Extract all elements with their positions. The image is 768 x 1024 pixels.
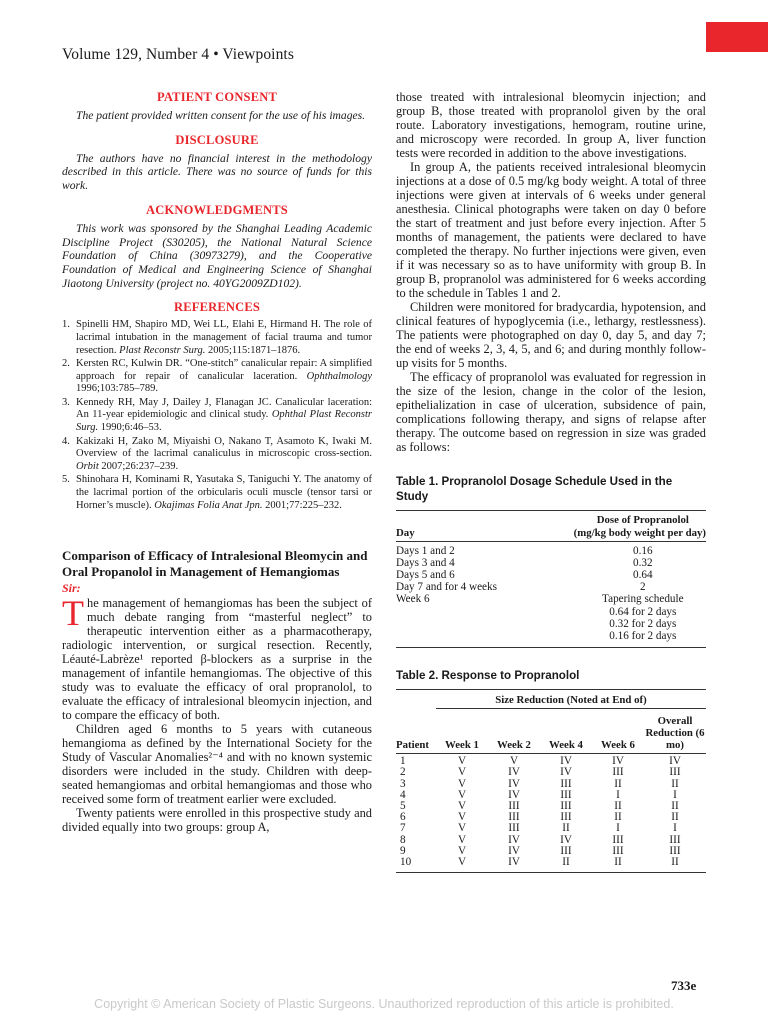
- table-cell: IV: [612, 755, 624, 768]
- table-cell: V: [457, 788, 467, 801]
- table-cell: I: [673, 822, 677, 835]
- table1-title: Table 1. Propranolol Dosage Schedule Used in the Study: [396, 475, 673, 503]
- table-cell: II: [562, 855, 570, 868]
- table-cell: II: [614, 855, 622, 868]
- disclosure-text: The authors have no financial interest in the methodology described in this article. There was no source of funds for this work.: [62, 151, 372, 193]
- table-cell: 1: [400, 755, 406, 768]
- table-row: Week 6 Tapering schedule: [396, 593, 684, 606]
- table-cell: III: [560, 799, 572, 812]
- table-cell: IV: [508, 855, 520, 868]
- table-cell: IV: [560, 833, 572, 846]
- page-number: 733e: [671, 978, 697, 993]
- table2-title: Table 2. Response to Propranolol: [396, 668, 580, 682]
- reference-item: 5. Shinohara H, Kominami R, Yasutaka S, Taniguchi Y. The anatomy of the lacrimal portion of the orbicularis oculi muscle (tensor tarsi or Horner’s muscle). Okajimas Folia Anat Jpn. 2001;77:225–232.: [62, 474, 372, 511]
- table-row: [396, 756, 706, 767]
- salutation: Sir:: [62, 581, 81, 596]
- table-cell: III: [612, 844, 624, 857]
- table-cell: V: [457, 844, 467, 857]
- drop-cap: T: [62, 593, 84, 634]
- body-paragraph: Children aged 6 months to 5 years with cutaneous hemangioma as defined by the International Society for the Study of Vascular Anomalies²⁻⁴ and with no known systemic disorders were included in the study. Children with deep-seated hemangiomas and orbital hemangiomas and those who received some form of treatment earlier were excluded.: [62, 722, 372, 807]
- table-row: [396, 835, 706, 846]
- table-cell: IV: [508, 844, 520, 857]
- table-cell: III: [560, 811, 572, 824]
- table-row: [396, 779, 706, 790]
- letter-title: Comparison of Efficacy of Intralesional Bleomycin and Oral Propanolol in Management of Hemangiomas: [62, 548, 368, 580]
- table-row: [396, 801, 706, 812]
- table-row: [396, 812, 706, 823]
- table-row: Days 5 and 6 0.64: [396, 568, 653, 581]
- table-cell: 4: [400, 788, 406, 801]
- table-cell: III: [508, 799, 520, 812]
- section-color-tab: [706, 22, 768, 52]
- table-cell: II: [614, 811, 622, 824]
- table-cell: III: [508, 822, 520, 835]
- table-cell: I: [673, 788, 677, 801]
- table-cell: III: [669, 833, 681, 846]
- table-cell: IV: [560, 755, 572, 768]
- dosage-table: [396, 510, 706, 648]
- table-cell: V: [457, 822, 467, 835]
- table-cell: V: [457, 799, 467, 812]
- table-header: Week 2: [497, 738, 531, 751]
- body-paragraph: Twenty patients were enrolled in this prospective study and divided equally into two groups: group A,: [62, 806, 372, 835]
- reference-item: 1. Spinelli HM, Shapiro MD, Wei LL, Elahi E, Hirmand H. The role of lacrimal intubation in the management of facial trauma and tumor resection. Plast Reconstr Surg. 2005;115:1871–1876.: [62, 319, 372, 356]
- table-header: Day: [396, 511, 520, 542]
- table-cell: II: [671, 799, 679, 812]
- left-column: [62, 90, 372, 834]
- copyright-watermark: Copyright © American Society of Plastic Surgeons. Unauthorized reproduction of this article is prohibited.: [94, 997, 674, 1011]
- table-group-header: Size Reduction (Noted at End of): [436, 689, 706, 708]
- acknowledgments-heading: ACKNOWLEDGMENTS: [146, 202, 288, 217]
- table-cell: II: [562, 822, 570, 835]
- table-header: Week 6: [601, 738, 635, 751]
- reference-item: 2. Kersten RC, Kulwin DR. “One-stitch” canalicular repair: A simplified approach for repair of canalicular laceration. Ophthalmology 1996;103:785–789.: [62, 358, 372, 395]
- table-cell: V: [457, 833, 467, 846]
- reference-item: 4. Kakizaki H, Zako M, Miyaishi O, Nakano T, Asamoto K, Iwaki M. Overview of the lacrimal canaliculus in microscopic cross-section. Orbit 2007;26:237–239.: [62, 435, 372, 472]
- table-row: 0.32 for 2 days: [609, 617, 677, 630]
- table-cell: V: [457, 855, 467, 868]
- running-head: Volume 129, Number 4 • Viewpoints: [62, 46, 294, 63]
- table-cell: IV: [669, 755, 681, 768]
- body-paragraph: In group A, the patients received intralesional bleomycin injections at a dose of 0.5 mg/kg body weight. A total of three injections were given at intervals of 6 weeks under general anesthesia. Clinical photographs were taken on day 0 before the start of treatment and just before every injection. After 5 months of management, the patients were declared to have completed the therapy. No further injections were given, even if it was necessary so as to have uniformity with group B. In group B, propranolol was administered for 6 weeks according to the schedule in Tables 1 and 2.: [396, 160, 706, 300]
- table-row: Days 3 and 4 0.32: [396, 556, 653, 569]
- table-cell: III: [560, 777, 572, 790]
- table-cell: 5: [400, 799, 406, 812]
- reference-list: [62, 319, 372, 512]
- table-cell: II: [671, 777, 679, 790]
- body-paragraph: The efficacy of propranolol was evaluated for regression in the size of the lesion, change in the color of the lesion, epithelialization in case of ulceration, subsidence of pain, complications following therapy, and signs of relapse after therapy. The outcome based on regression in size was graded as follows:: [396, 370, 706, 454]
- response-table-body: [396, 753, 706, 872]
- table-row: Days 1 and 2 0.16: [396, 544, 653, 557]
- right-column: [396, 90, 706, 873]
- table-row: [396, 823, 706, 834]
- table-row: 0.16 for 2 days: [609, 629, 677, 642]
- table-cell: III: [508, 811, 520, 824]
- acknowledgments-text: This work was sponsored by the Shanghai Leading Academic Discipline Project (S30205), the National Natural Science Foundation of China (30973279), and the Cooperative Foundation of Medical and Engineering Science of Shanghai Jiaotong University (project no. 40YG2009ZD102).: [62, 221, 372, 290]
- table-cell: II: [671, 811, 679, 824]
- table-header: Patient: [396, 738, 429, 751]
- table-cell: 7: [400, 822, 406, 835]
- table-cell: III: [669, 844, 681, 857]
- table-header: Week 4: [549, 738, 583, 751]
- patient-consent-text: The patient provided written consent for the use of his images.: [76, 109, 366, 122]
- table-header: Overall Reduction (6 mo): [645, 714, 705, 751]
- table-row: [396, 767, 706, 778]
- table-header: Dose of Propranolol (mg/kg body weight per day): [520, 511, 706, 542]
- table-cell: V: [457, 766, 467, 779]
- body-paragraph: The management of hemangiomas has been the subject of much debate ranging from “masterful neglect” to therapeutic intervention either as a pharmacotherapy, radiologic intervention, or surgical resection. Recently, Léauté-Labrèze¹ reported β-blockers as a surprise in the management of infantile hemangiomas. The objective of this study was to evaluate the efficacy of oral propranolol, to evaluate the efficacy of intralesional bleomycin injection, and to compare the efficacy of both.: [62, 593, 372, 723]
- body-paragraph: Children were monitored for bradycardia, hypotension, and clinical features of hypoglycemia (i.e., lethargy, restlessness). The patients were photographed on day 0, day 5, and day 7; the end of weeks 2, 3, 4, 5, and 6; and during monthly follow-up visits for 5 months.: [396, 300, 706, 370]
- table-cell: III: [560, 844, 572, 857]
- table-cell: III: [612, 833, 624, 846]
- table-cell: IV: [508, 766, 520, 779]
- table-cell: I: [616, 822, 620, 835]
- table-cell: 6: [400, 811, 406, 824]
- table-cell: II: [671, 855, 679, 868]
- table-cell: V: [509, 755, 519, 768]
- table-cell: 9: [400, 844, 406, 857]
- table-cell: IV: [508, 788, 520, 801]
- table-cell: I: [616, 788, 620, 801]
- table-row: Day 7 and for 4 weeks 2: [396, 581, 646, 594]
- table-cell: V: [457, 777, 467, 790]
- table-cell: III: [612, 766, 624, 779]
- table-cell: III: [560, 788, 572, 801]
- table-header: Week 1: [445, 738, 479, 751]
- table-row: 0.64 for 2 days: [609, 605, 677, 618]
- table-cell: 2: [400, 766, 406, 779]
- table-cell: II: [614, 777, 622, 790]
- table-cell: 8: [400, 833, 406, 846]
- table-row: [396, 790, 706, 801]
- table-cell: V: [457, 811, 467, 824]
- disclosure-heading: DISCLOSURE: [175, 132, 259, 147]
- table-row: [396, 846, 706, 857]
- table-cell: IV: [508, 777, 520, 790]
- reference-item: 3. Kennedy RH, May J, Dailey J, Flanagan JC. Canalicular laceration: An 11-year epidemiologic and clinical study. Ophthal Plast Reconstr Surg. 1990;6:46–53.: [62, 396, 372, 434]
- table-cell: IV: [560, 766, 572, 779]
- table-row: [396, 857, 706, 868]
- response-table: [396, 689, 706, 873]
- table-cell: 10: [400, 855, 412, 868]
- table-cell: V: [457, 755, 467, 768]
- patient-consent-heading: PATIENT CONSENT: [156, 90, 278, 104]
- table-cell: 3: [400, 777, 406, 790]
- body-paragraph: those treated with intralesional bleomycin injection; and group B, those treated with propranolol given by the oral route. Laboratory investigations, hemogram, routine urine, and microscopy were recorded. In group A, liver function tests were recorded in addition to the above investigations.: [396, 90, 706, 160]
- table-cell: II: [614, 799, 622, 812]
- table-cell: III: [669, 766, 681, 779]
- references-heading: REFERENCES: [173, 300, 261, 315]
- table-cell: IV: [508, 833, 520, 846]
